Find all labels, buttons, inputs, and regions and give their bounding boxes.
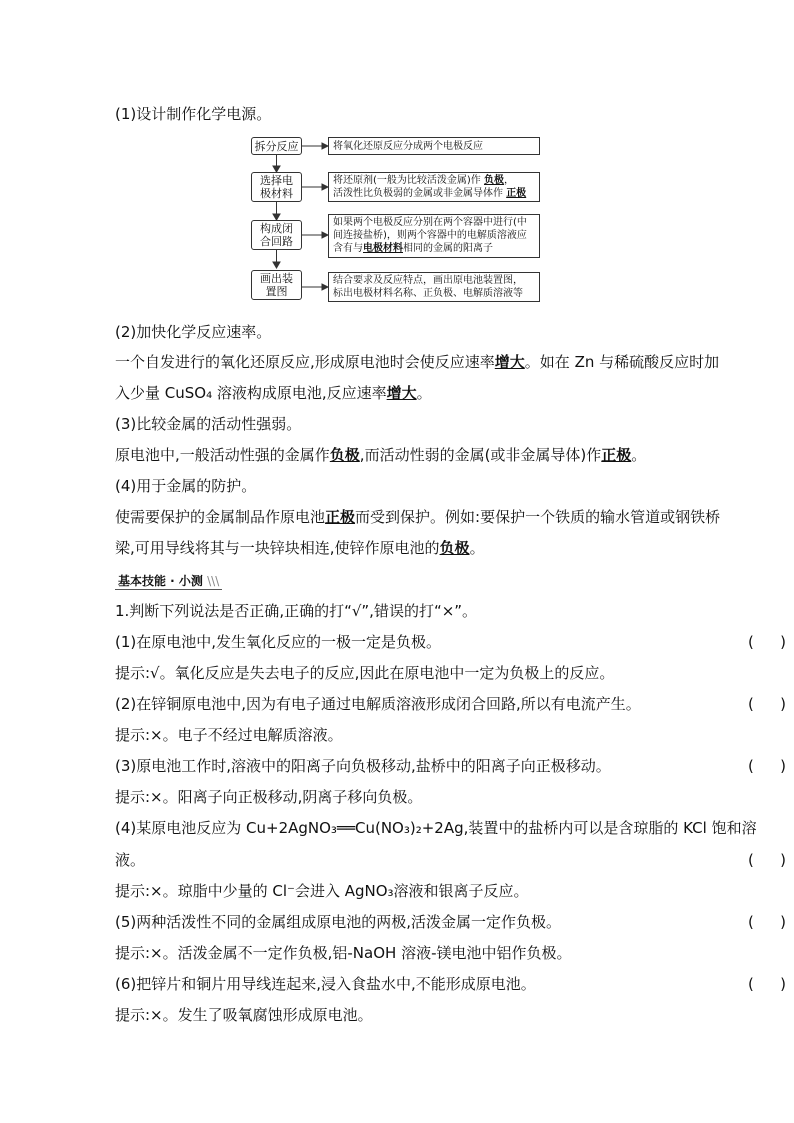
section-heading-3: (3)比较金属的活动性强弱。 [115,415,302,433]
quiz-hint-5: 提示:×。活泼金属不一定作负极,铝-NaOH 溶液-镁电池中铝作负极。 [115,944,572,962]
quiz-question-5: (5)两种活泼性不同的金属组成原电池的两极,活泼金属一定作负极。 [115,913,562,931]
flow-desc-text: 将还原剂(一般为比较活泼金属)作 [333,175,484,186]
flow-desc-text: 将氧化还原反应分成两个电极反应 [333,140,483,152]
answer-blank: 正极 [601,446,632,464]
bracket-open: ( [748,757,754,775]
answer-bracket [748,974,786,994]
bracket-close: ) [780,975,786,993]
quiz-hint-2: 提示:×。电子不经过电解质溶液。 [115,726,343,744]
answer-blank: 正极 [325,508,356,526]
paragraph [115,507,720,527]
tag-label: 基本技能 · 小测 [118,574,203,588]
flow-answer-positive: 正极 [506,188,527,199]
answer-bracket [748,632,786,652]
flow-desc-line: 标出电极材料名称、正负极、电解质溶液等 [333,288,523,299]
flow-step-circuit [251,220,302,250]
flow-desc-text: ， [503,175,514,186]
flow-desc-electrode [328,172,540,202]
paragraph [115,383,432,403]
section-tag [115,573,222,590]
paragraph [115,538,485,558]
answer-blank: 增大 [386,384,417,402]
text: 梁,可用导线将其与一块锌块相连,使锌作原电池的 [115,539,440,557]
section-heading-4: (4)用于金属的防护。 [115,477,257,495]
flow-step-label: 画出装置图 [260,272,293,298]
flow-desc-text: 含有与 [333,243,363,254]
bracket-close: ) [780,913,786,931]
flow-step-electrode [251,172,302,202]
bracket-close: ) [780,757,786,775]
quiz-hint-4: 提示:×。琼脂中少量的 Cl⁻会进入 AgNO₃溶液和银离子反应。 [115,882,529,900]
answer-blank: 负极 [439,539,470,557]
answer-bracket [748,912,786,932]
flow-desc-line: 如果两个电极反应分别在两个容器中进行(中 [333,217,527,228]
answer-bracket [748,850,786,870]
text: 。 [469,539,485,557]
bracket-open: ( [748,913,754,931]
text: 原电池中,一般活动性强的金属作 [115,446,330,464]
text: ,而活动性弱的金属(或非金属导体)作 [359,446,602,464]
quiz-question-2: (2)在锌铜原电池中,因为有电子通过电解质溶液形成闭合回路,所以有电流产生。 [115,695,641,713]
flow-answer-material: 电极材料 [363,243,403,254]
flow-desc-split [328,137,540,155]
quiz-question-3: (3)原电池工作时,溶液中的阳离子向负极移动,盐桥中的阳离子向正极移动。 [115,757,611,775]
flow-step-split [251,137,302,155]
flow-answer-negative: 负极 [483,175,504,186]
quiz-hint-6: 提示:×。发生了吸氧腐蚀形成原电池。 [115,1006,373,1024]
flow-step-label: 拆分反应 [254,139,299,153]
paragraph [115,352,719,372]
flow-desc-text: 相同的金属的阳离子 [403,243,493,254]
text: 。如在 Zn 与稀硫酸反应时加 [524,353,720,371]
bracket-close: ) [780,633,786,651]
quiz-hint-3: 提示:×。阳离子向正极移动,阴离子移向负极。 [115,788,423,806]
quiz-intro: 1.判断下列说法是否正确,正确的打“√”,错误的打“×”。 [115,602,478,620]
answer-blank: 增大 [494,353,525,371]
paragraph [115,445,646,465]
flow-step-label: 选择电极材料 [260,174,293,200]
text: 。 [631,446,647,464]
flow-desc-line [333,187,535,200]
bracket-open: ( [748,975,754,993]
answer-blank: 负极 [329,446,360,464]
flow-desc-diagram [328,272,540,302]
flow-desc-circuit [328,214,540,258]
quiz-question-4: (4)某原电池反应为 Cu+2AgNO₃══Cu(NO₃)₂+2Ag,装置中的盐桥内可以是含琼脂的 KCl 饱和溶 [115,819,757,837]
bracket-open: ( [748,851,754,869]
section-heading-2: (2)加快化学反应速率。 [115,323,272,341]
bracket-close: ) [780,851,786,869]
text: 使需要保护的金属制品作原电池 [115,508,326,526]
flow-desc-line [333,242,535,255]
text: 而受到保护。例如:要保护一个铁质的输水管道或钢铁桥 [355,508,721,526]
answer-bracket [748,694,786,714]
flow-desc-line: 结合要求及反应特点，画出原电池装置图， [333,275,523,286]
tag-decoration: \\\ [207,574,220,588]
answer-bracket [748,756,786,776]
quiz-question-6: (6)把锌片和铜片用导线连起来,浸入食盐水中,不能形成原电池。 [115,975,536,993]
bracket-close: ) [780,695,786,713]
flow-desc-text: 活泼性比负极弱的金属或非金属导体作 [333,188,507,199]
flow-step-diagram [251,270,302,300]
text: 。 [416,384,432,402]
quiz-question-4-cont: 液。 [115,851,146,869]
section-heading-1: (1)设计制作化学电源。 [115,105,272,123]
quiz-question-1: (1)在原电池中,发生氧化反应的一极一定是负极。 [115,633,442,651]
bracket-open: ( [748,633,754,651]
flow-desc-line [333,174,535,187]
text: 一个自发进行的氧化还原反应,形成原电池时会使反应速率 [115,353,495,371]
quiz-hint-1: 提示:√。氧化反应是失去电子的反应,因此在原电池中一定为负极上的反应。 [115,664,615,682]
text: 入少量 CuSO₄ 溶液构成原电池,反应速率 [115,384,387,402]
flow-desc-line: 间连接盐桥)，则两个容器中的电解质溶液应 [333,230,527,241]
flow-step-label: 构成闭合回路 [260,222,293,248]
bracket-open: ( [748,695,754,713]
